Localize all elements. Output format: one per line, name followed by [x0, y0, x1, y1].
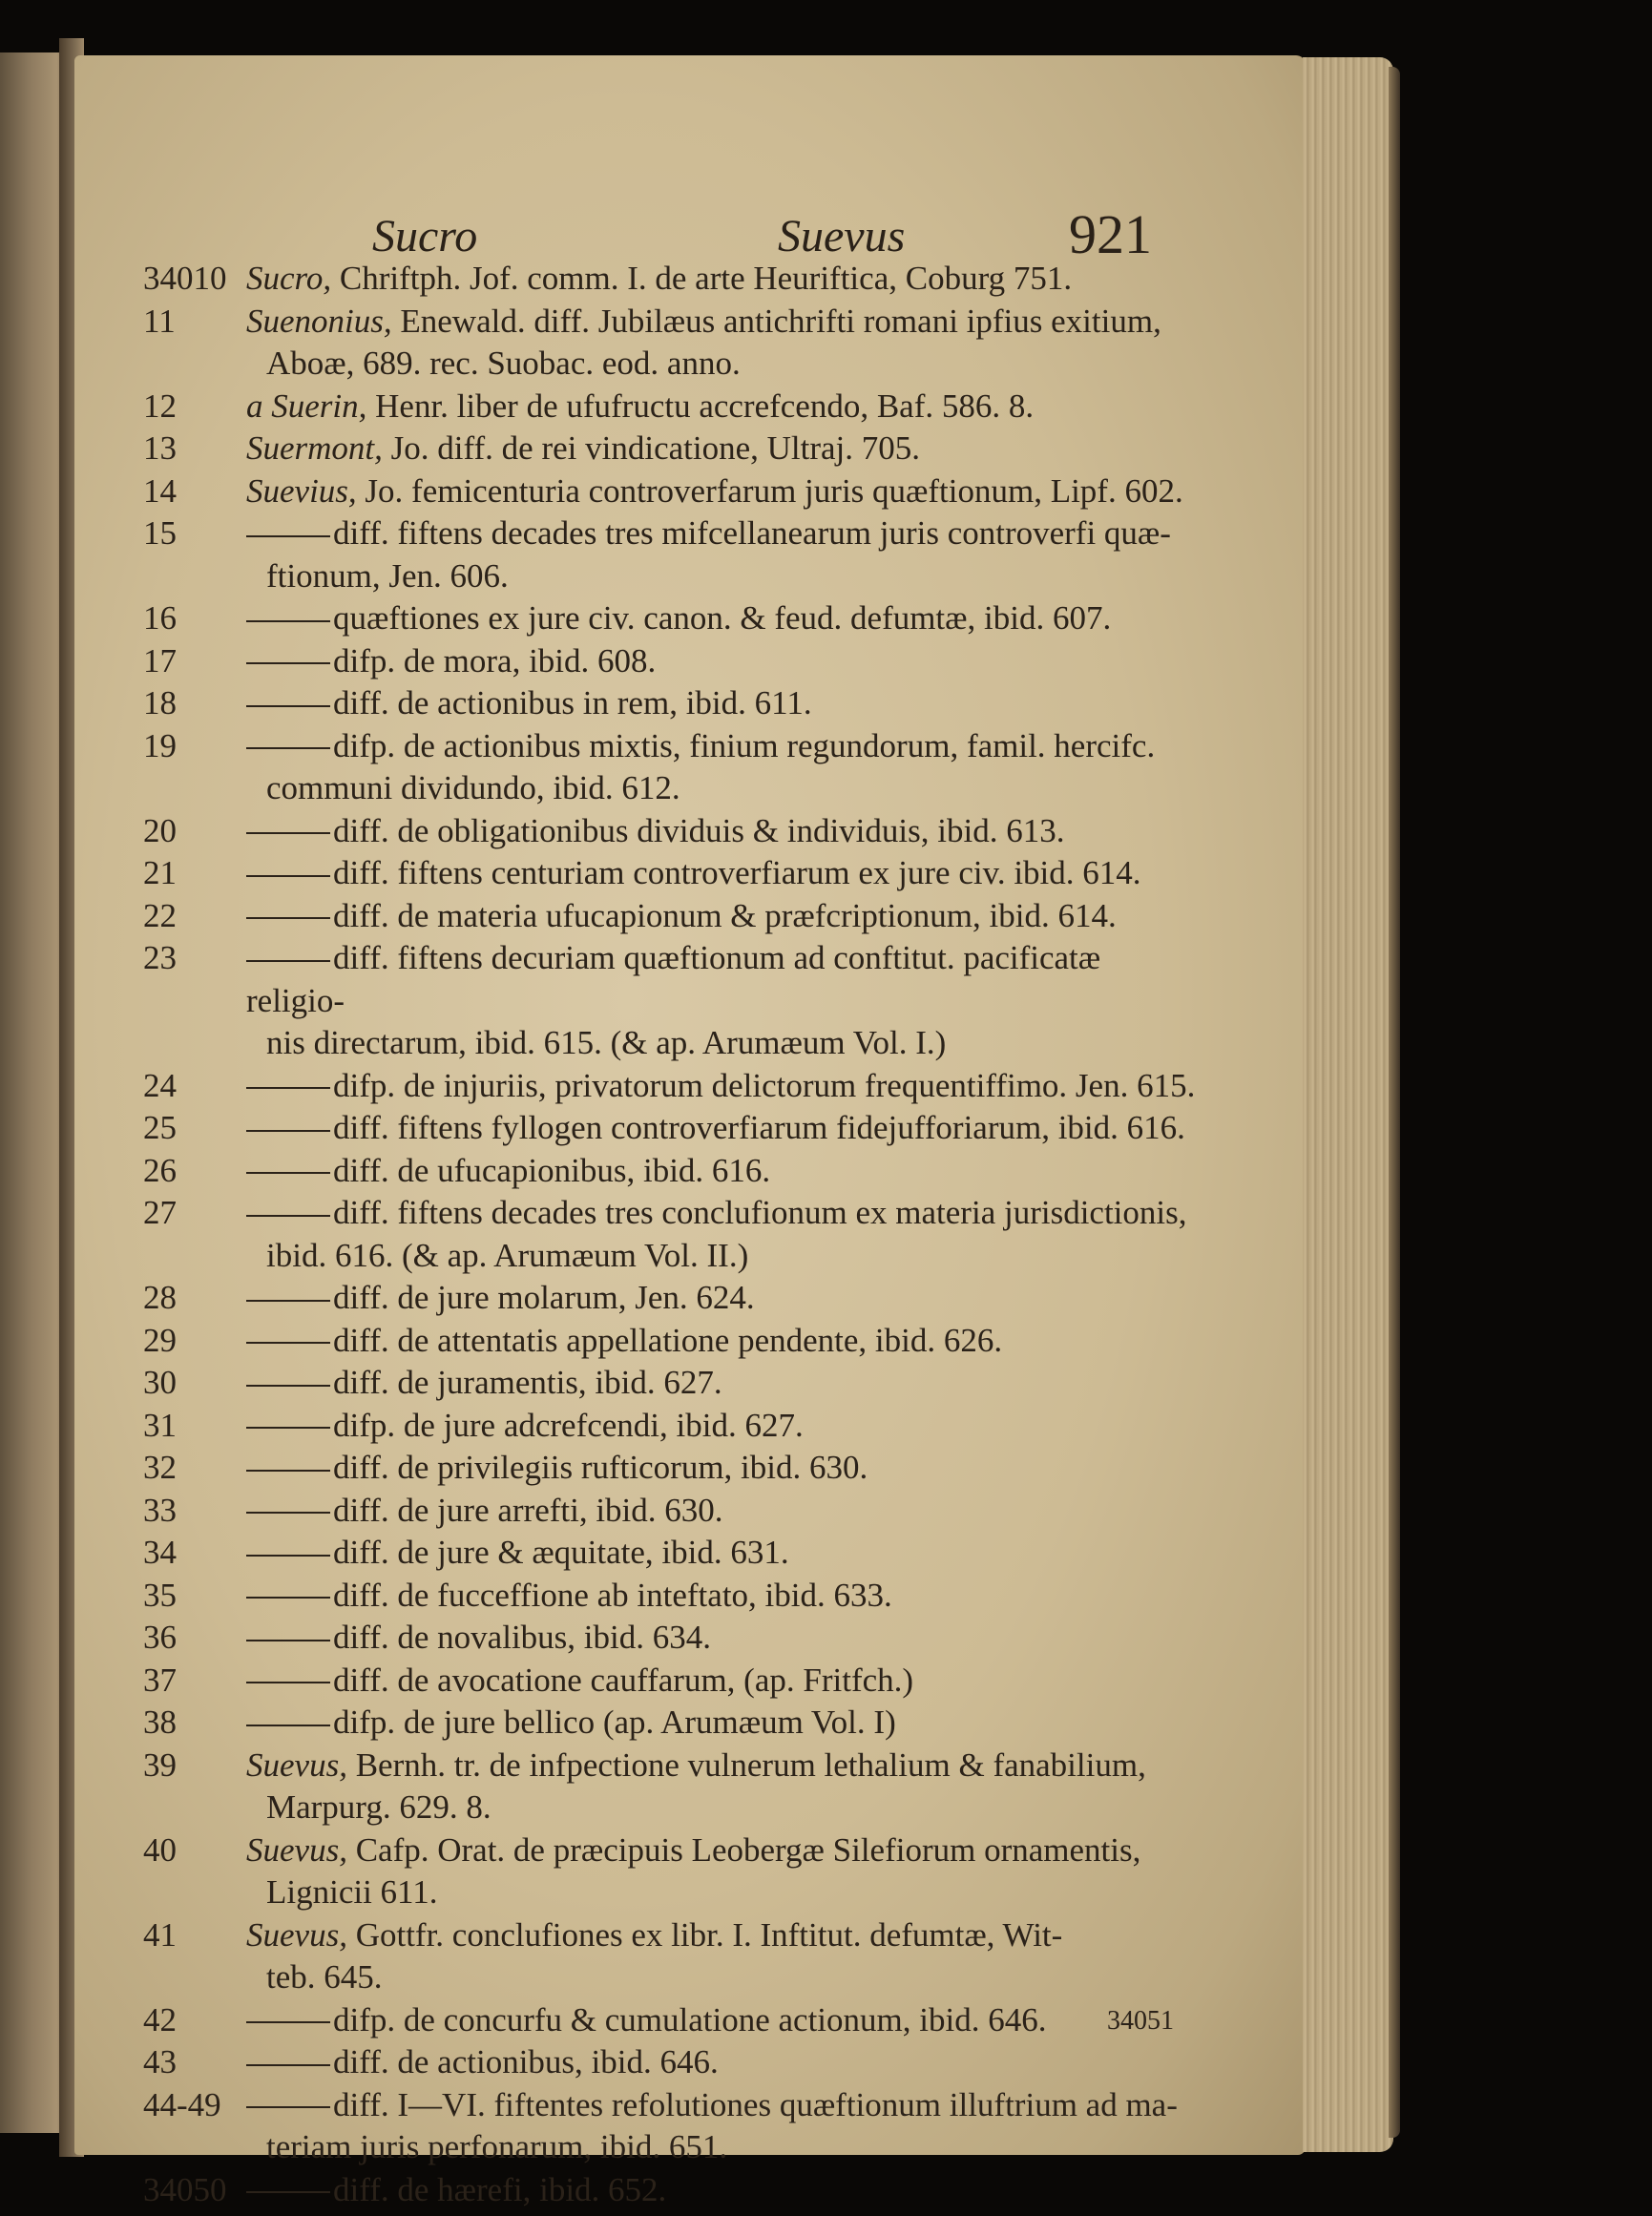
entry-number: 31 [143, 1406, 177, 1444]
catalog-entry [143, 2041, 1202, 2084]
catalog-entry [143, 2084, 1202, 2127]
entry-text [246, 1660, 1202, 1703]
running-head-center: Suevus [778, 211, 906, 261]
entry-text [246, 682, 1202, 725]
entry-title: diff. de actionibus, ibid. 646. [333, 2043, 719, 2080]
entry-number: 11 [143, 302, 176, 340]
catalog-entry [143, 258, 1202, 301]
ditto-dash [246, 2191, 330, 2193]
entry-title: difp. de concurfu & cumulatione actionum, ibid. 646. [333, 2000, 1047, 2038]
entry-text [246, 2169, 1202, 2212]
entry-number: 33 [143, 1491, 177, 1529]
entry-text [246, 2084, 1202, 2127]
entry-title: diff. I—VI. fiftentes refolutiones quæftionum illuftrium ad ma- [333, 2085, 1178, 2123]
entry-text [246, 1617, 1202, 1660]
entry-text [246, 386, 1202, 429]
entry-number: 27 [143, 1194, 177, 1231]
catalog-entry [143, 1447, 1202, 1490]
entry-number: 34050 [143, 2170, 227, 2208]
catalog-entry [143, 1829, 1202, 1872]
ditto-dash [246, 1427, 330, 1429]
catalog-entry [143, 1065, 1202, 1108]
entry-number: 28 [143, 1279, 177, 1316]
entry-text [246, 1914, 1202, 1957]
entry-continuation: Aboæ, 689. rec. Suobac. eod. anno. [266, 345, 741, 382]
entry-number: 18 [143, 684, 177, 721]
page-edges-shadow [1389, 67, 1400, 2138]
catalog-entry [143, 386, 1202, 429]
entry-number: 12 [143, 387, 177, 425]
entry-title: Chriftph. Jof. comm. I. de arte Heuriftica, Coburg 751. [331, 260, 1073, 297]
entry-number: 29 [143, 1321, 177, 1359]
catalog-entry [143, 1617, 1202, 1660]
entry-title: Jo. femicenturia controverfarum juris quæftionum, Lipf. 602. [356, 471, 1183, 510]
catalog-entry [143, 512, 1202, 555]
entry-title: difp. de jure adcrefcendi, ibid. 627. [333, 1406, 804, 1444]
entry-number: 16 [143, 599, 177, 637]
ditto-dash [246, 705, 330, 707]
entry-text [246, 1192, 1202, 1235]
entry-number: 42 [143, 2000, 177, 2038]
entry-text [246, 1829, 1202, 1872]
entry-title: diff. de materia ufucapionum & præfcriptionum, ibid. 614. [333, 896, 1117, 934]
entry-author: Suermont, [246, 429, 383, 467]
entry-text [246, 1065, 1202, 1108]
ditto-dash [246, 747, 330, 749]
page-edges [1303, 57, 1393, 2152]
ditto-dash [246, 1597, 330, 1599]
catalog-entry [143, 2169, 1202, 2212]
entry-text [246, 1277, 1202, 1320]
catalog-entry [143, 640, 1202, 683]
entry-author: Suevus, [246, 1915, 347, 1954]
entry-text [246, 428, 1202, 470]
catalog-entry [143, 1362, 1202, 1405]
entry-continuation: Marpurg. 629. 8. [266, 1788, 491, 1826]
ditto-dash [246, 1300, 330, 1302]
entry-number: 19 [143, 726, 177, 764]
entry-title: diff. de novalibus, ibid. 634. [333, 1619, 711, 1656]
entry-author: Suenonius, [246, 302, 392, 340]
entry-text [246, 1745, 1202, 1787]
catalog-entry [143, 895, 1202, 938]
entry-author: Suevus, [246, 1746, 347, 1784]
entry-title: diff. de actionibus in rem, ibid. 611. [333, 684, 812, 721]
ditto-dash [246, 1385, 330, 1387]
entry-text [246, 1999, 1202, 2042]
entry-text [246, 1702, 1202, 1745]
entry-text [246, 1447, 1202, 1490]
ditto-dash [246, 620, 330, 622]
entry-number: 22 [143, 896, 177, 934]
catalog-entry [143, 1405, 1202, 1448]
entry-number: 41 [143, 1915, 177, 1954]
entry-text [246, 640, 1202, 683]
entry-title: diff. de avocatione cauffarum, (ap. Fritfch.) [333, 1661, 914, 1699]
ditto-dash [246, 1640, 330, 1641]
entry-number: 26 [143, 1151, 177, 1189]
entry-title: Enewald. diff. Jubilæus antichrifti romani ipfius exitium, [391, 302, 1161, 340]
entry-text [246, 852, 1202, 895]
ditto-dash [246, 917, 330, 919]
catalog-entry [143, 1150, 1202, 1193]
ditto-dash [246, 1172, 330, 1174]
catalog-entry [143, 1107, 1202, 1150]
catalog-entry [143, 301, 1202, 344]
catalog-entry [143, 1192, 1202, 1235]
entry-title: quæftiones ex jure civ. canon. & feud. defumtæ, ibid. 607. [333, 599, 1112, 637]
entry-number: 32 [143, 1449, 177, 1486]
entry-title: diff. de hærefi, ibid. 652. [333, 2170, 667, 2208]
catalog-entry [143, 1575, 1202, 1618]
catalog-entry [143, 682, 1202, 725]
entry-title: diff. de fucceffione ab inteftato, ibid. 633. [333, 1576, 892, 1614]
catalog-entry [143, 1999, 1202, 2042]
entry-title: difp. de mora, ibid. 608. [333, 641, 657, 679]
entry-number: 37 [143, 1661, 177, 1699]
catalog-entry [143, 937, 1202, 1022]
entry-number: 36 [143, 1619, 177, 1656]
catalog-entry [143, 1277, 1202, 1320]
ditto-dash [246, 1215, 330, 1217]
entry-number: 34 [143, 1534, 177, 1571]
running-head-left: Sucro [372, 211, 478, 261]
entry-title: difp. de injuriis, privatorum delictorum frequentiffimo. Jen. 615. [333, 1066, 1196, 1104]
entry-title: Henr. liber de ufufructu accrefcendo, Baf. 586. 8. [366, 387, 1035, 425]
catalog-entries [143, 258, 1202, 2211]
entry-title: diff. fiftens decuriam quæftionum ad conftitut. pacificatæ religio- [246, 939, 1101, 1019]
entry-text [246, 301, 1202, 344]
entry-text [246, 512, 1202, 555]
ditto-dash [246, 960, 330, 962]
ditto-dash [246, 1130, 330, 1132]
catalog-entry [143, 1702, 1202, 1745]
catalog-entry [143, 1745, 1202, 1787]
entry-number: 40 [143, 1830, 177, 1869]
catalog-entry [143, 597, 1202, 640]
entry-number: 23 [143, 939, 177, 976]
catalog-entry [143, 1320, 1202, 1363]
catalog-entry [143, 1532, 1202, 1575]
catalog-entry [143, 428, 1202, 470]
entry-text [246, 1362, 1202, 1405]
entry-number: 44-49 [143, 2085, 221, 2123]
entry-number: 34010 [143, 260, 227, 297]
catalog-entry [143, 470, 1202, 513]
catalog-entry [143, 810, 1202, 853]
entry-number: 38 [143, 1704, 177, 1741]
entry-number: 24 [143, 1066, 177, 1104]
ditto-dash [246, 1725, 330, 1726]
ditto-dash [246, 1682, 330, 1683]
entry-continuation: nis directarum, ibid. 615. (& ap. Arumæum Vol. I.) [266, 1024, 947, 1061]
entry-title: diff. de ufucapionibus, ibid. 616. [333, 1151, 771, 1189]
ditto-dash [246, 1512, 330, 1514]
left-page-edge [0, 52, 67, 2133]
entry-continuation: ibid. 616. (& ap. Arumæum Vol. II.) [266, 1236, 749, 1274]
entry-title: diff. de privilegiis rufticorum, ibid. 630. [333, 1449, 868, 1486]
entry-continuation: Lignicii 611. [266, 1873, 438, 1911]
entry-text [246, 1575, 1202, 1618]
ditto-dash [246, 1342, 330, 1344]
entry-title: diff. fiftens decades tres conclufionum ex materia jurisdictionis, [333, 1194, 1187, 1231]
ditto-dash [246, 875, 330, 877]
ditto-dash [246, 2021, 330, 2023]
entry-title: diff. fiftens fyllogen controverfiarum fidejufforiarum, ibid. 616. [333, 1109, 1185, 1146]
entry-number: 15 [143, 514, 177, 552]
entry-author: a Suerin, [246, 387, 367, 425]
entry-number: 14 [143, 471, 177, 510]
entry-text [246, 258, 1202, 301]
entry-title: diff. de jure & æquitate, ibid. 631. [333, 1534, 789, 1571]
entry-number: 39 [143, 1746, 177, 1784]
page-number: 921 [1069, 203, 1152, 265]
entry-author: Sucro, [246, 260, 332, 297]
entry-title: difp. de actionibus mixtis, finium regundorum, famil. hercifc. [333, 726, 1156, 764]
catalog-entry [143, 1490, 1202, 1533]
entry-number: 43 [143, 2043, 177, 2080]
entry-title: Cafp. Orat. de præcipuis Leobergæ Silefiorum ornamentis, [346, 1830, 1141, 1869]
ditto-dash [246, 535, 330, 537]
entry-number: 35 [143, 1576, 177, 1614]
entry-text [246, 1107, 1202, 1150]
entry-text [246, 470, 1202, 513]
entry-continuation: communi dividundo, ibid. 612. [266, 769, 680, 806]
entry-text [246, 937, 1202, 1022]
entry-text [246, 1532, 1202, 1575]
catalog-entry [143, 1660, 1202, 1703]
catalog-entry [143, 1914, 1202, 1957]
ditto-dash [246, 1555, 330, 1557]
ditto-dash [246, 832, 330, 834]
entry-title: diff. de jure arrefti, ibid. 630. [333, 1491, 723, 1529]
entry-text [246, 1490, 1202, 1533]
entry-author: Suevius, [246, 471, 357, 510]
entry-text [246, 895, 1202, 938]
catalog-entry [143, 852, 1202, 895]
entry-title: difp. de jure bellico (ap. Arumæum Vol. I) [333, 1704, 896, 1741]
ditto-dash [246, 1087, 330, 1089]
entry-number: 25 [143, 1109, 177, 1146]
entry-title: Jo. diff. de rei vindicatione, Ultraj. 705. [382, 429, 921, 467]
entry-title: Bernh. tr. de infpectione vulnerum lethalium & fanabilium, [346, 1746, 1146, 1784]
entry-text [246, 1320, 1202, 1363]
entry-text [246, 2041, 1202, 2084]
ditto-dash [246, 662, 330, 664]
entry-title: diff. de obligationibus dividuis & individuis, ibid. 613. [333, 811, 1065, 849]
ditto-dash [246, 2106, 330, 2108]
entry-title: diff. de juramentis, ibid. 627. [333, 1364, 722, 1401]
catchword-number: 34051 [1107, 2006, 1174, 2036]
entry-text [246, 1405, 1202, 1448]
entry-text [246, 810, 1202, 853]
entry-number: 21 [143, 854, 177, 891]
entry-number: 20 [143, 811, 177, 849]
entry-text [246, 725, 1202, 768]
entry-continuation: teriam juris perfonarum, ibid. 651. [266, 2128, 728, 2165]
entry-title: diff. fiftens decades tres mifcellanearum juris controverfi quæ- [333, 514, 1171, 552]
entry-title: Gottfr. conclufiones ex libr. I. Inftitut. defumtæ, Wit- [346, 1915, 1063, 1954]
ditto-dash [246, 1470, 330, 1472]
entry-text [246, 1150, 1202, 1193]
entry-number: 13 [143, 429, 177, 467]
entry-continuation: teb. 645. [266, 1958, 383, 1996]
entry-text [246, 597, 1202, 640]
entry-title: diff. de jure molarum, Jen. 624. [333, 1279, 755, 1316]
catalog-entry [143, 725, 1202, 768]
entry-continuation: ftionum, Jen. 606. [266, 556, 509, 595]
ditto-dash [246, 2064, 330, 2066]
entry-title: diff. fiftens centuriam controverfiarum ex jure civ. ibid. 614. [333, 854, 1141, 891]
entry-author: Suevus, [246, 1830, 347, 1869]
entry-title: diff. de attentatis appellatione pendente, ibid. 626. [333, 1321, 1003, 1359]
entry-number: 17 [143, 641, 177, 679]
entry-number: 30 [143, 1364, 177, 1401]
